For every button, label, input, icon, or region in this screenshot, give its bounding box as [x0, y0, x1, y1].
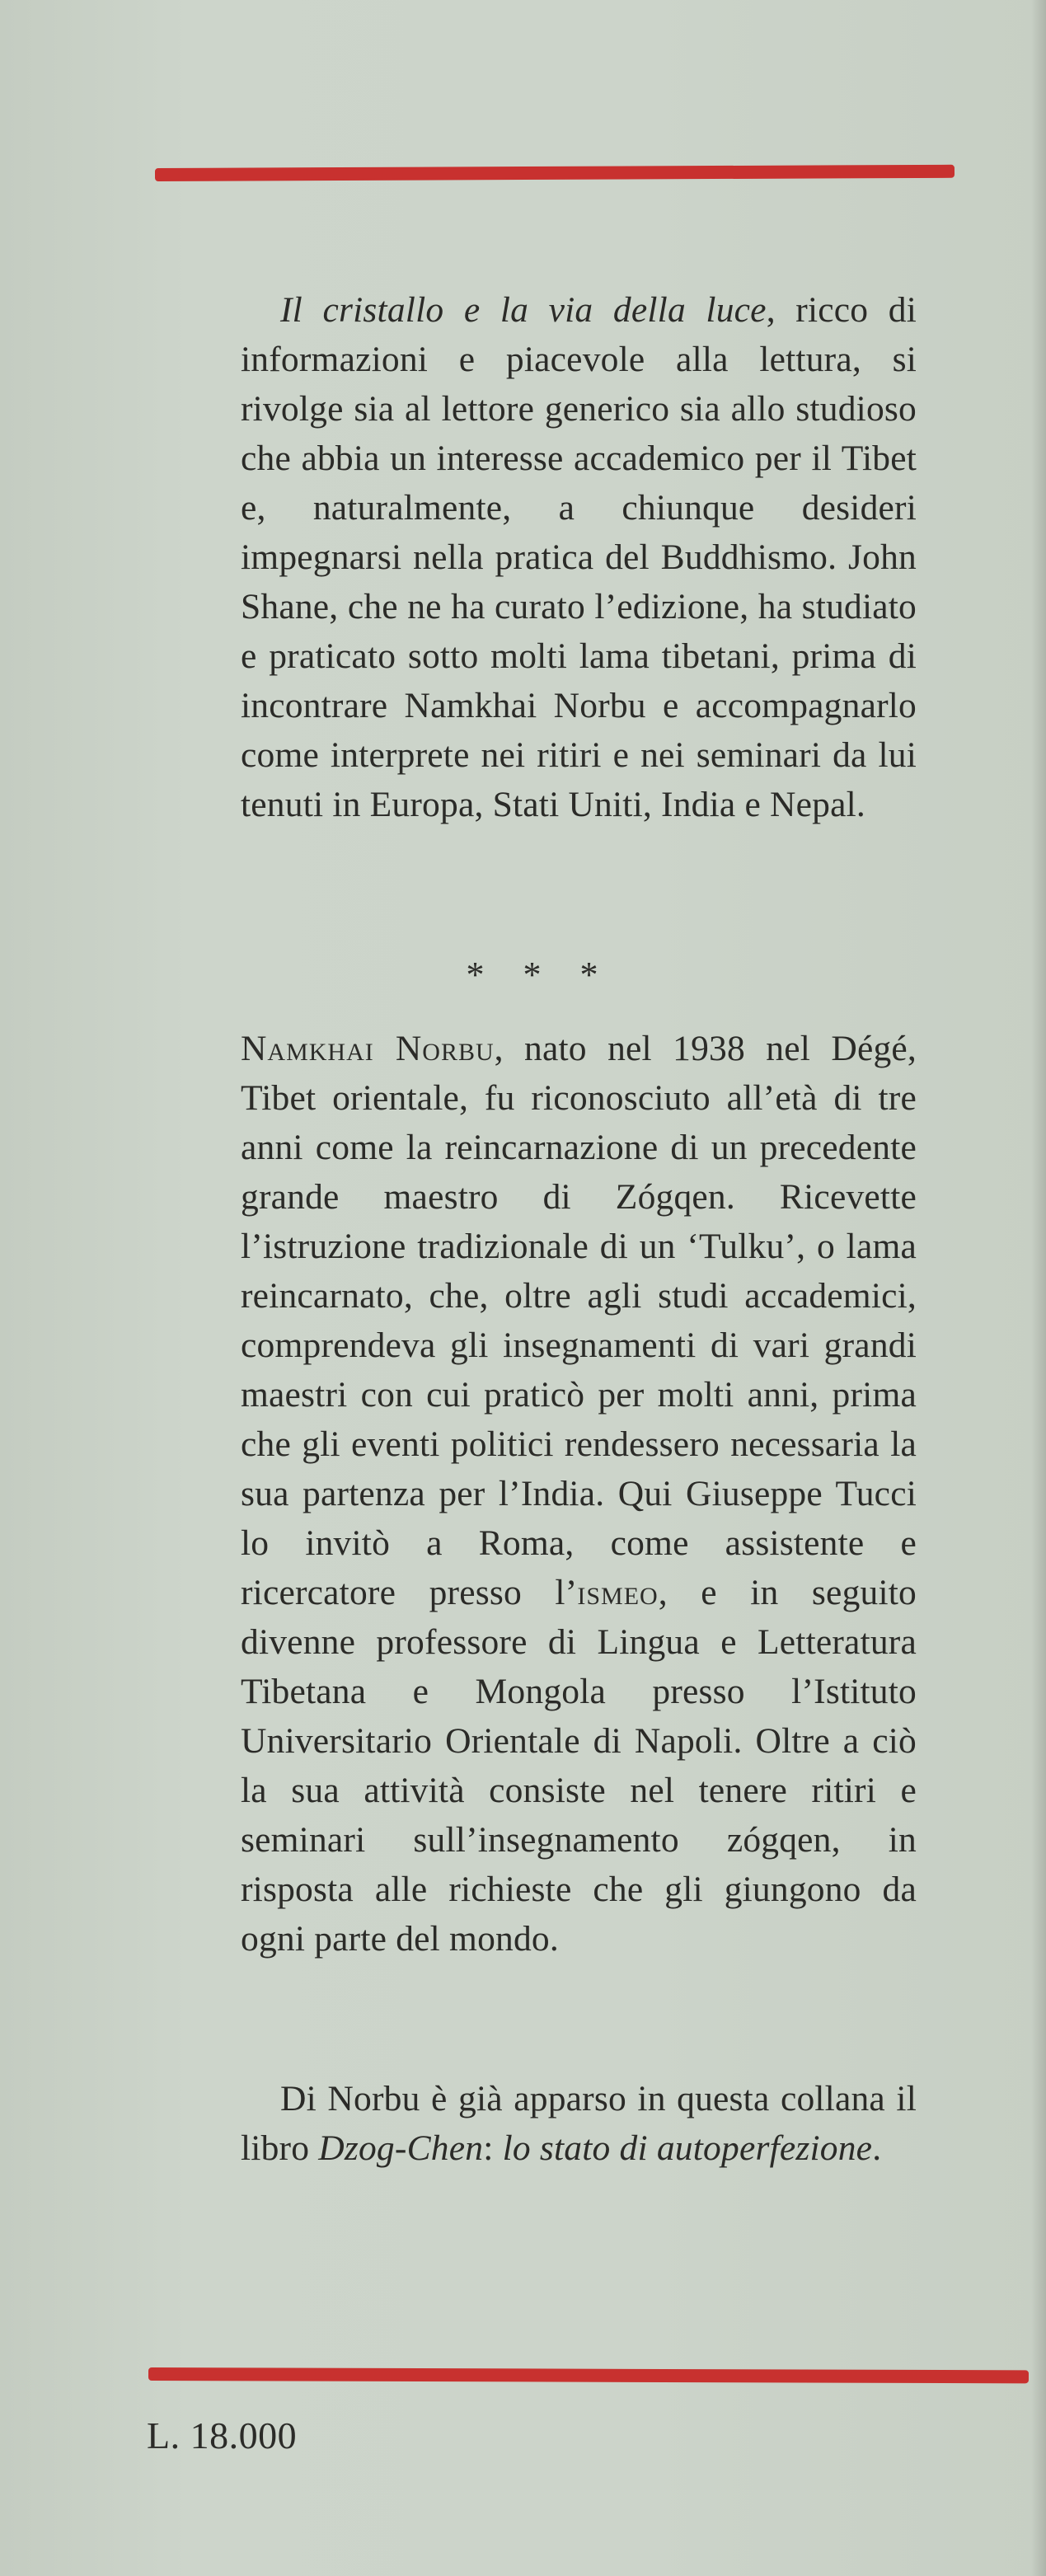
paragraph-2-body-part2: , e in seguito divenne professore di Lingua e Letteratura Tibetana e Mongola presso l’Istituto Universitario Orientale di Napoli. Oltre a ciò la sua attività consiste nel tenere ritiri e seminari sull’insegnamento zógqen, in risposta alle richieste che gli giungono da ogni parte del mondo.: [241, 1573, 917, 1959]
bottom-red-rule: [148, 2367, 1029, 2383]
paragraph-2-text: [241, 1024, 917, 1964]
dzog-chen-title: Dzog-Chen: [318, 2128, 484, 2168]
top-red-rule: [155, 165, 955, 181]
paragraph-2-body-part1: , nato nel 1938 nel Dégé, Tibet orientale, fu riconosciuto all’età di tre anni come la reincarnazione di un precedente grande maestro di Zógqen. Ricevette l’istruzione tradizionale di un ‘Tulku’, o lama reincarnato, che, oltre agli studi accademici, comprendeva gli insegnamenti di vari grandi maestri con cui praticò per molti anni, prima che gli eventi politici rendessero necessaria la sua partenza per l’India. Qui Giuseppe Tucci lo invitò a Roma, come assistente e ricercatore presso l’: [241, 1029, 917, 1612]
paragraph-3: [241, 2074, 917, 2173]
author-name: Namkhai Norbu: [241, 1029, 495, 1068]
dzog-chen-subtitle: lo stato di autoperfezione: [502, 2128, 873, 2168]
paragraph-3-end: .: [872, 2128, 882, 2168]
ismeo-acronym: ismeo: [577, 1573, 659, 1612]
price-label: L. 18.000: [147, 2414, 298, 2456]
paragraph-1-text: [241, 285, 917, 829]
section-separator: * * *: [466, 955, 613, 995]
paragraph-1: [241, 285, 917, 829]
paragraph-3-body: Di Norbu è già apparso in questa collana il libro: [241, 2079, 917, 2168]
paragraph-3-text: [241, 2074, 917, 2173]
paragraph-3-colon: :: [483, 2128, 503, 2168]
paragraph-1-body: , ricco di informazioni e piacevole alla lettura, si rivolge sia al lettore generico sia allo studioso che abbia un interesse accademico per il Tibet e, naturalmente, a chiunque desideri impegnarsi nella pratica del Buddhismo. John Shane, che ne ha curato l’edizione, ha studiato e praticato sotto molti lama tibetani, prima di incontrare Namkhai Norbu e accompagnarlo come interprete nei ritiri e nei seminari da lui tenuti in Europa, Stati Uniti, India e Nepal.: [241, 290, 917, 824]
paragraph-2: [241, 1024, 917, 1964]
book-title-italic: Il cristallo e la via della luce: [280, 290, 767, 330]
